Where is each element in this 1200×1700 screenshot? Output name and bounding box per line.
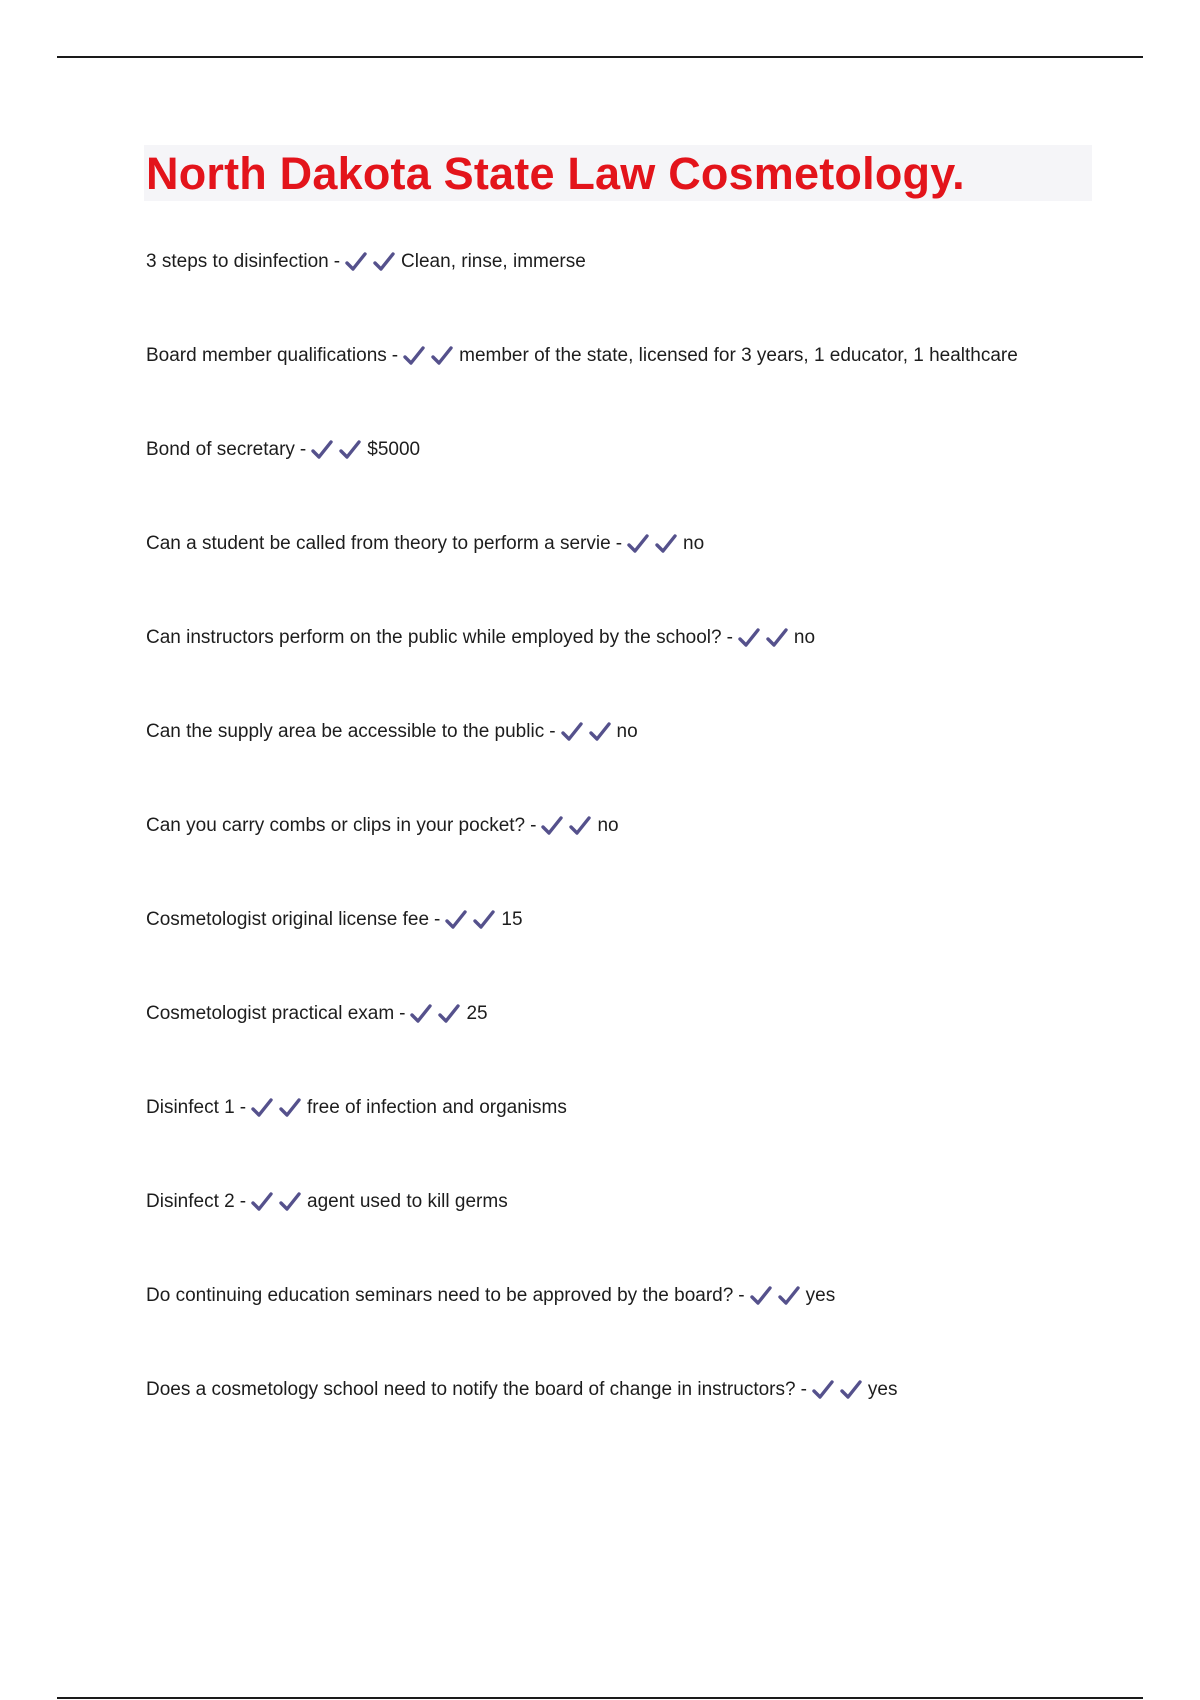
checkmark-icon [344,251,368,273]
list-item [146,900,1146,994]
answer-text: no [793,627,816,648]
list-item [146,618,1146,712]
checkmark-icon [568,815,592,837]
checkmark-icon [310,439,334,461]
checkmark-icon [250,1097,274,1119]
list-item [146,712,1146,806]
answer-text: $5000 [367,439,421,460]
double-checkmark-icon [560,712,612,752]
separator: - [239,1191,247,1212]
double-checkmark-icon [540,806,592,846]
separator: - [239,1097,247,1118]
answer-text: yes [867,1379,898,1400]
double-checkmark-icon [737,618,789,658]
question-text: Board member qualifications [146,345,387,366]
checkmark-icon [626,533,650,555]
question-text: 3 steps to disinfection [146,251,329,272]
checkmark-icon [540,815,564,837]
answer-text: yes [805,1285,836,1306]
checkmark-icon [839,1379,863,1401]
checkmark-icon [444,909,468,931]
separator: - [738,1285,745,1306]
checkmark-icon [409,1003,433,1025]
double-checkmark-icon [811,1370,863,1410]
checkmark-icon [338,439,362,461]
separator: - [530,815,537,836]
question-text: Can the supply area be accessible to the public [146,721,545,742]
answer-text: no [597,815,619,836]
top-rule [57,56,1143,58]
checkmark-icon [765,627,789,649]
question-text: Can instructors perform on the public while employed by the school? [146,627,722,648]
question-text: Does a cosmetology school need to notify the board of change in instructors? [146,1379,796,1400]
checkmark-icon [372,251,396,273]
list-item [146,994,1146,1088]
answer-text: 15 [501,909,523,930]
list-item [146,806,1146,900]
double-checkmark-icon [749,1276,801,1316]
checkmark-icon [250,1191,274,1213]
double-checkmark-icon [409,994,461,1034]
double-checkmark-icon [310,430,362,470]
separator: - [299,439,307,460]
list-item [146,242,1146,336]
checkmark-icon [811,1379,835,1401]
double-checkmark-icon [250,1182,302,1222]
answer-text: member of the state, licensed for 3 years, 1 educator, 1 healthcare [459,345,1018,366]
answer-text: free of infection and organisms [307,1097,567,1118]
separator: - [615,533,623,554]
checkmark-icon [749,1285,773,1307]
separator: - [726,627,733,648]
double-checkmark-icon [344,242,396,282]
checkmark-icon [737,627,761,649]
separator: - [391,345,399,366]
double-checkmark-icon [626,524,678,564]
checkmark-icon [278,1191,302,1213]
list-item [146,1370,1146,1464]
question-text: Cosmetologist practical exam [146,1003,395,1024]
checkmark-icon [654,533,678,555]
separator: - [549,721,556,742]
checkmark-icon [402,345,426,367]
double-checkmark-icon [250,1088,302,1128]
checkmark-icon [560,721,584,743]
list-item [146,1276,1146,1370]
checkmark-icon [472,909,496,931]
double-checkmark-icon [444,900,496,940]
checkmark-icon [430,345,454,367]
double-checkmark-icon [402,336,454,376]
question-text: Disinfect 1 [146,1097,235,1118]
question-text: Bond of secretary [146,439,295,460]
list-item [146,524,1146,618]
list-item [146,1182,1146,1276]
separator: - [434,909,441,930]
question-text: Can you carry combs or clips in your pocket? [146,815,526,836]
answer-text: no [616,721,638,742]
answer-text: 25 [466,1003,488,1024]
answer-text: no [683,533,705,554]
checkmark-icon [437,1003,461,1025]
answer-text: Clean, rinse, immerse [401,251,586,272]
separator: - [333,251,341,272]
checkmark-icon [278,1097,302,1119]
question-text: Can a student be called from theory to perform a servie [146,533,611,554]
checkmark-icon [777,1285,801,1307]
question-text: Do continuing education seminars need to be approved by the board? [146,1285,734,1306]
list-item [146,430,1146,524]
separator: - [399,1003,406,1024]
question-text: Cosmetologist original license fee [146,909,430,930]
list-item [146,336,1146,430]
bottom-rule [57,1697,1143,1699]
question-text: Disinfect 2 [146,1191,235,1212]
list-item [146,1088,1146,1182]
page-title: North Dakota State Law Cosmetology. [146,148,965,199]
answer-text: agent used to kill germs [307,1191,508,1212]
checkmark-icon [588,721,612,743]
separator: - [800,1379,807,1400]
qa-list [146,242,1146,1464]
